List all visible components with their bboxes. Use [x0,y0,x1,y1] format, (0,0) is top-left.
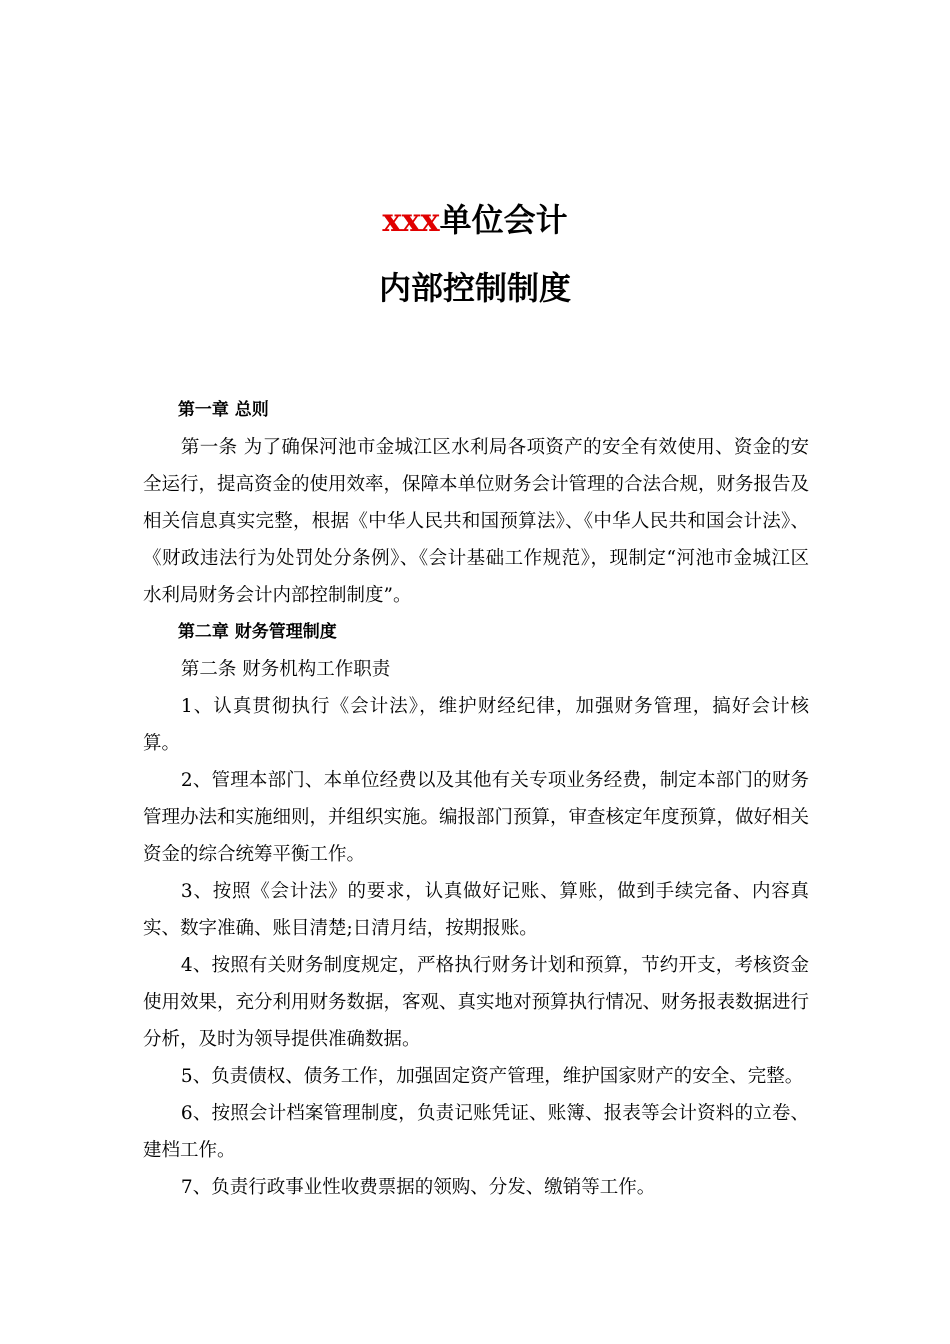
title-placeholder-prefix: xxx [382,201,440,239]
duty-item-6: 6、按照会计档案管理制度，负责记账凭证、账簿、报表等会计资料的立卷、建档工作。 [143,1103,809,1161]
title-line-1-text: 单位会计 [439,201,568,239]
article-1: 第一条 为了确保河池市金城江区水利局各项资产的安全有效使用、资金的安全运行，提高资金的使用效率，保障本单位财务会计管理的合法合规，财务报告及相关信息真实完整，根据《中华人民共和国预算法》、《中华人民共和国会计法》、《财政违法行为处罚处分条例》、《会计基础工作规范》，现制定“河池市金城江区水利局财务会计内部控制制度”。 [143,437,810,606]
document-body [143,392,809,1206]
duty-item-2: 2、管理本部门、本单位经费以及其他有关专项业务经费，制定本部门的财务管理办法和实施细则，并组织实施。编报部门预算，审查核定年度预算，做好相关资金的综合统筹平衡工作。 [143,770,810,865]
duty-item-7: 7、负责行政事业性收费票据的领购、分发、缴销等工作。 [180,1177,656,1198]
document-title-line-1 [0,200,950,240]
duty-item-5: 5、负责债权、债务工作，加强固定资产管理，维护国家财产的安全、完整。 [180,1066,804,1087]
document-title-line-2: 内部控制制度 [378,269,571,307]
duty-item-1: 1、认真贯彻执行《会计法》，维护财经纪律，加强财务管理，搞好会计核算。 [143,696,809,754]
duty-item-4: 4、按照有关财务制度规定，严格执行财务计划和预算，节约开支，考核资金使用效果，充分利用财务数据，客观、真实地对预算执行情况、财务报表数据进行分析，及时为领导提供准确数据。 [143,955,810,1050]
chapter-2-heading: 第二章 财务管理制度 [177,622,337,642]
article-2-title: 第二条 财务机构工作职责 [180,659,391,680]
duty-item-3: 3、按照《会计法》的要求，认真做好记账、算账，做到手续完备、内容真实、数字准确、账目清楚;日清月结，按期报账。 [143,881,809,939]
chapter-1-heading: 第一章 总则 [177,400,269,420]
